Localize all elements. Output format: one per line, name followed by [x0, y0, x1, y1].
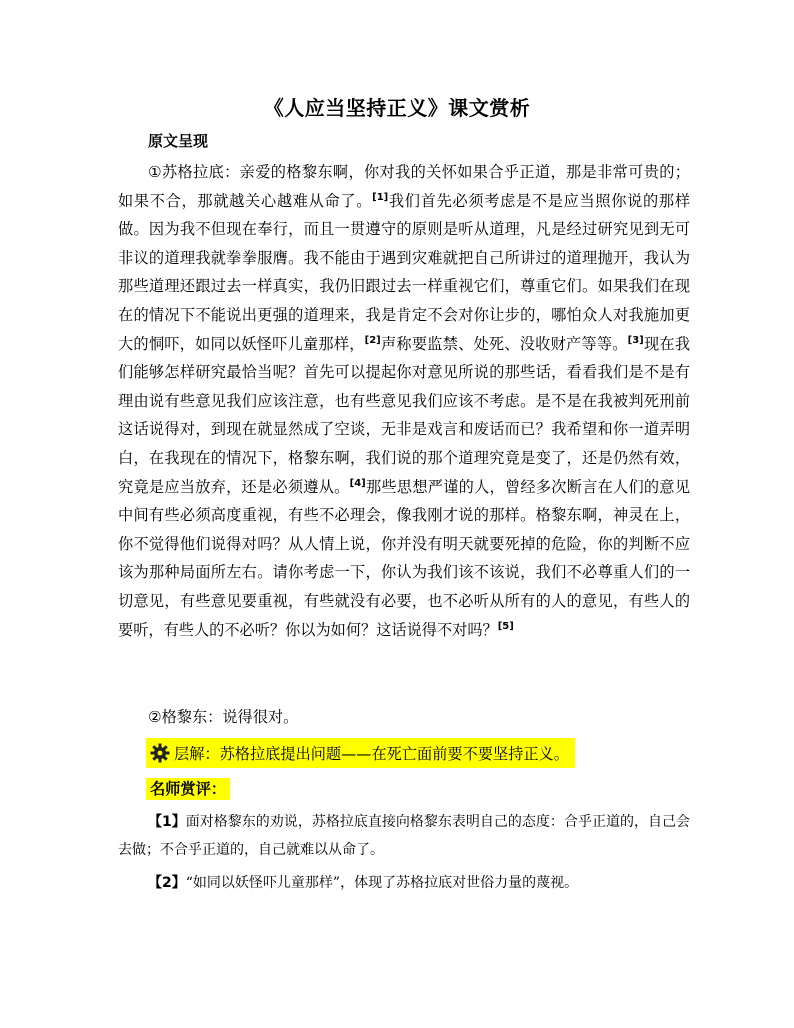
comment-number: 【1】: [148, 814, 186, 830]
comment-2: [118, 869, 690, 897]
note-ref-4: [4]: [349, 477, 366, 489]
paragraph-1: [118, 158, 690, 644]
note-ref-3: [3]: [627, 334, 644, 346]
layer-analysis: [146, 738, 575, 768]
comment-1: [118, 808, 690, 864]
note-ref-1: [1]: [372, 191, 389, 203]
document-title: 《人应当坚持正义》课文赏析: [263, 96, 531, 120]
text-segment-4: 现在我们能够怎样研究最恰当呢？首先可以提起你对意见所说的那些话，看看我们是不是有理由说有些意见我们应该注意，也有些意见我们应该不考虑。是不是在我被判死刑前这话说得对，到现在就显然成了空谈，无非是戏言和废话而已？我希望和你一道弄明白，在我现在的情况下，格黎东啊，我们说的那个道理究竟是变了，还是仍然有效，究竟是应当放弃，还是必须遵从。: [118, 334, 691, 496]
layer-analysis-text: 层解：苏格拉底提出问题——在死亡面前要不要坚持正义。: [174, 744, 569, 763]
original-text: [118, 158, 690, 644]
text-segment-5: 那些思想严谨的人，曾经多次断言在人们的意见中间有些必须高度重视，有些不必理会，像我刚才说的那样。格黎东啊，神灵在上，你不觉得他们说得对吗？从人情上说，你并没有明天就要死掉的危险，你的判断不应该为那种局面所左右。请你考虑一下，你认为我们该不该说，我们不必尊重人们的一切意见，有些意见要重视，有些就没有必要，也不必听从所有的人的意见，有些人的要听，有些人的不必听？你以为如何？这话说得不对吗？: [118, 477, 691, 639]
comment-text: “如同以妖怪吓儿童那样”，体现了苏格拉底对世俗力量的蔑视。: [185, 875, 579, 891]
comment-text: 面对格黎东的劝说，苏格拉底直接向格黎东表明自己的态度：合乎正道的，自己会去做；不合乎正道的，自己就难以从命了。: [118, 814, 690, 858]
teacher-comment-label: 名师赏评：: [146, 778, 230, 800]
reply-paragraph: ②格黎东：说得很对。: [148, 708, 299, 726]
comment-number: 【2】: [148, 875, 186, 891]
text-segment-3: 声称要监禁、处死、没收财产等等。: [380, 334, 628, 353]
section-heading: 原文呈现: [148, 132, 209, 150]
text-segment-2: 我们首先必须考虑是不是应当照你说的那样做。因为我不但现在奉行，而且一贯遵守的原则是听从道理，凡是经过研究见到无可非议的道理我就拳拳服膺。我不能由于遇到灾难就把自己所讲过的道理抛开，我认为那些道理还跟过去一样真实，我仍旧跟过去一样重视它们，尊重它们。如果我们在现在的情况下不能说出更强的道理来，我是肯定不会对你让步的，哪怕众人对我施加更大的恫吓，如同以妖怪吓儿童那样，: [118, 191, 691, 353]
note-ref-5: [5]: [497, 620, 514, 632]
gear-icon: [150, 743, 170, 763]
note-ref-2: [2]: [364, 334, 381, 346]
text-segment-1: ①苏格拉底：亲爱的格黎东啊，你对我的关怀如果合乎正道，那是非常可贵的；如果不合，那就越关心越难从命了。: [118, 163, 690, 210]
